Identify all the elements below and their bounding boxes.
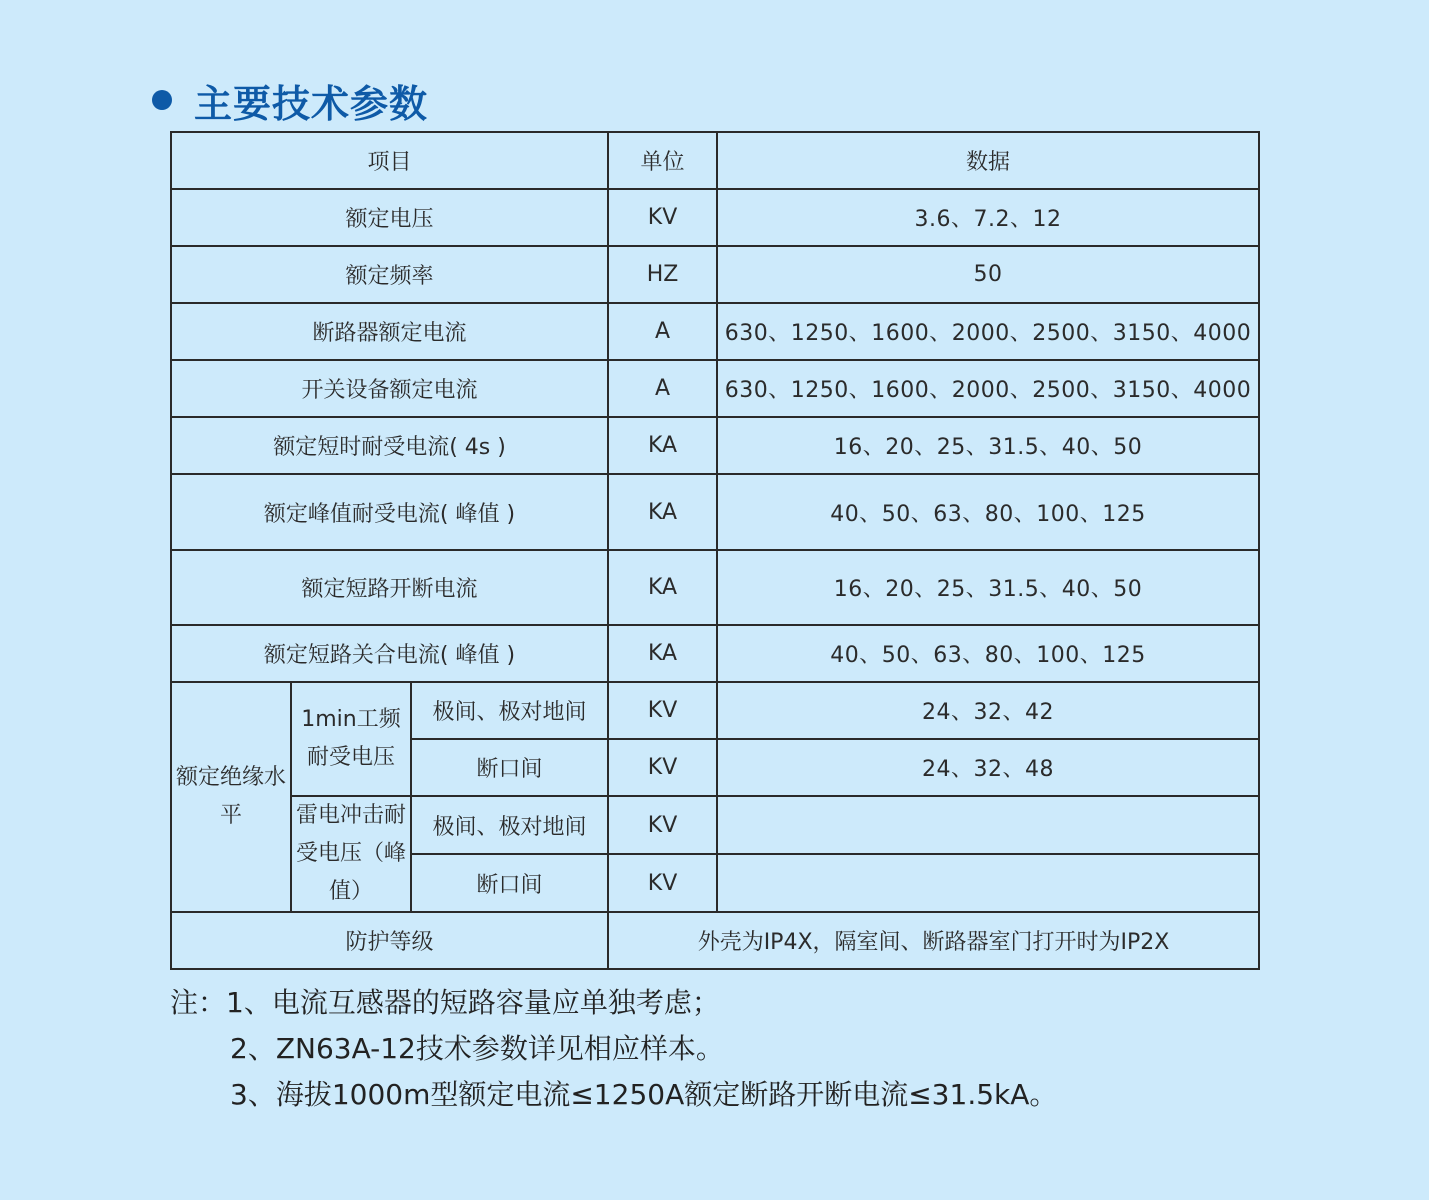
row-unit: KA (608, 474, 717, 550)
table-header-row (171, 132, 1259, 189)
sub-item: 极间、极对地间 (411, 796, 608, 854)
sub-item: 断口间 (411, 854, 608, 912)
header-data: 数据 (717, 132, 1259, 189)
section-title (152, 70, 428, 130)
table-row (171, 303, 1259, 360)
row-data: 16、20、25、31.5、40、50 (717, 417, 1259, 474)
row-unit: KV (608, 739, 717, 796)
row-data: 630、1250、1600、2000、2500、3150、4000 (717, 303, 1259, 360)
table-row (171, 550, 1259, 625)
row-item: 额定短时耐受电流( 4s ) (171, 417, 608, 474)
note-line: 3、海拔1000m型额定电流≤1250A额定断路开断电流≤31.5kA。 (230, 1078, 1058, 1111)
table-row (171, 417, 1259, 474)
page-title: 主要技术参数 (194, 81, 429, 126)
row-data: 外壳为IP4X，隔室间、断路器室门打开时为IP2X (608, 912, 1259, 969)
note-line: 注：1、电流互感器的短路容量应单独考虑； (170, 986, 720, 1019)
table-row (171, 912, 1259, 969)
row-item: 防护等级 (171, 912, 608, 969)
power-frequency-label: 1min工频耐受电压 (291, 682, 411, 796)
row-data (717, 854, 1259, 912)
bullet-icon (152, 90, 172, 110)
row-item: 额定峰值耐受电流( 峰值 ) (171, 474, 608, 550)
row-data: 24、32、48 (717, 739, 1259, 796)
row-data (717, 796, 1259, 854)
row-data: 40、50、63、80、100、125 (717, 625, 1259, 682)
row-item: 断路器额定电流 (171, 303, 608, 360)
row-item: 开关设备额定电流 (171, 360, 608, 417)
row-data: 630、1250、1600、2000、2500、3150、4000 (717, 360, 1259, 417)
row-unit: A (608, 360, 717, 417)
header-item: 项目 (171, 132, 608, 189)
table-row (171, 246, 1259, 303)
lightning-impulse-label: 雷电冲击耐受电压（峰值） (291, 796, 411, 912)
row-data: 50 (717, 246, 1259, 303)
row-item: 额定频率 (171, 246, 608, 303)
row-unit: KA (608, 625, 717, 682)
row-unit: KV (608, 682, 717, 739)
header-unit: 单位 (608, 132, 717, 189)
note-line: 2、ZN63A-12技术参数详见相应样本。 (230, 1032, 724, 1065)
row-data: 16、20、25、31.5、40、50 (717, 550, 1259, 625)
row-unit: A (608, 303, 717, 360)
row-unit: KV (608, 189, 717, 246)
sub-item: 极间、极对地间 (411, 682, 608, 739)
table-row (171, 189, 1259, 246)
notes (170, 980, 1057, 1118)
table-row (171, 625, 1259, 682)
row-data: 40、50、63、80、100、125 (717, 474, 1259, 550)
table-row (171, 360, 1259, 417)
row-unit: KV (608, 854, 717, 912)
table-row (171, 682, 1259, 739)
row-item: 额定短路开断电流 (171, 550, 608, 625)
insulation-label: 额定绝缘水平 (171, 682, 291, 912)
table-row (171, 474, 1259, 550)
spec-table (170, 131, 1260, 970)
row-unit: KA (608, 417, 717, 474)
row-unit: KA (608, 550, 717, 625)
row-item: 额定电压 (171, 189, 608, 246)
row-data: 3.6、7.2、12 (717, 189, 1259, 246)
row-unit: HZ (608, 246, 717, 303)
row-unit: KV (608, 796, 717, 854)
row-item: 额定短路关合电流( 峰值 ) (171, 625, 608, 682)
table-row (171, 796, 1259, 854)
sub-item: 断口间 (411, 739, 608, 796)
row-data: 24、32、42 (717, 682, 1259, 739)
